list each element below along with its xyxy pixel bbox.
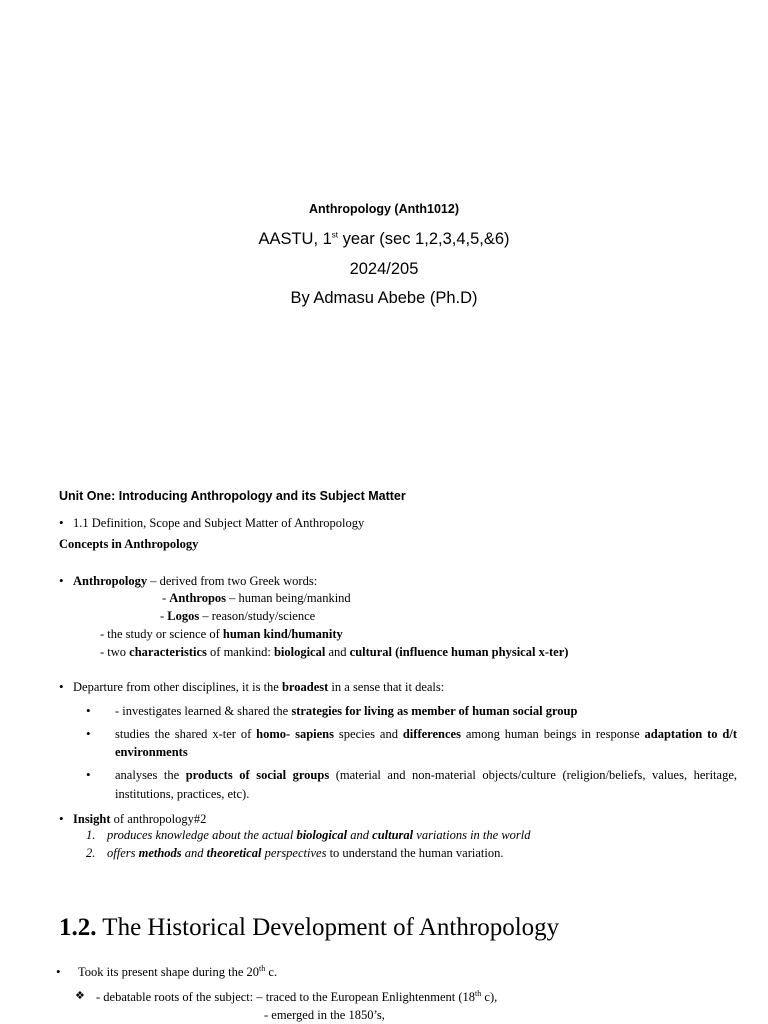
- institution-post: year (sec 1,2,3,4,5,&6): [338, 230, 510, 248]
- insight-item-1: [107, 828, 531, 843]
- insight-item-2-bold2: theoretical: [206, 846, 262, 860]
- two-bold-biological: biological: [273, 645, 326, 659]
- bullet-icon: •: [59, 573, 64, 588]
- section-1-1: [73, 516, 364, 531]
- bullet-icon: •: [86, 726, 91, 741]
- section-1-1-text: 1.1 Definition, Scope and Subject Matter of Anthropology: [73, 516, 365, 530]
- two-bold-characteristics: characteristics: [129, 645, 207, 659]
- departure-bold: broadest: [281, 680, 329, 694]
- course-title: [0, 202, 768, 216]
- insight-post: of anthropology#2: [110, 812, 207, 826]
- insight-item-1-pre: produces knowledge about the actual: [107, 828, 297, 842]
- insight-item-2-pre: offers: [107, 846, 139, 860]
- roots-pre: - debatable roots of the subject: – traced to the European Enlightenment (18: [96, 990, 476, 1004]
- concepts-heading-text: Concepts in Anthropology: [59, 537, 199, 551]
- unit-heading-text: Unit One: Introducing Anthropology and its Subject Matter: [59, 489, 406, 503]
- roots-post: c),: [481, 990, 498, 1004]
- two-prefix: - two: [100, 645, 130, 659]
- departure-item-3-bold: products of social groups: [185, 768, 330, 782]
- logos-line: [160, 609, 315, 624]
- logos-desc: – reason/study/science: [199, 609, 316, 623]
- bullet-icon: •: [59, 811, 64, 826]
- bullet-icon: •: [59, 515, 64, 530]
- shape-post: c.: [265, 965, 278, 979]
- emerged-text: - emerged in the 1850’s,: [264, 1008, 385, 1022]
- concepts-heading: [59, 537, 198, 552]
- departure-pre: Departure from other disciplines, it is the: [73, 680, 282, 694]
- characteristics-line: [100, 645, 568, 660]
- diamond-bullet-icon: ❖: [75, 990, 85, 1002]
- unit-heading: [59, 489, 406, 503]
- course-title-text: Anthropology (Anth1012): [309, 202, 459, 216]
- insight-bold: Insight: [73, 812, 111, 826]
- departure-item-2-mid2: among human beings in response: [460, 727, 645, 741]
- institution-pre: AASTU, 1: [258, 230, 332, 248]
- insight-item-1-bold1: biological: [296, 828, 348, 842]
- roots-sup: th: [475, 988, 482, 998]
- departure-item-3-line2-text: institutions, practices, etc).: [115, 787, 250, 801]
- departure-item-1-pre: - investigates learned & shared the: [115, 704, 292, 718]
- departure-item-2-bold2: differences: [402, 727, 461, 741]
- two-bold-cultural: cultural (influence human physical x-ter): [349, 645, 569, 659]
- anthropos-line: [162, 591, 351, 606]
- insight-item-1-num: 1.: [86, 828, 96, 842]
- institution-sup: st: [331, 230, 339, 240]
- departure-post: in a sense that it deals:: [328, 680, 445, 694]
- roots-line: [96, 990, 497, 1005]
- bullet-icon: •: [59, 679, 64, 694]
- insight-item-2-post: to understand the human variation.: [326, 846, 504, 860]
- insight-item-1-bold2: cultural: [372, 828, 414, 842]
- two-and: and: [325, 645, 350, 659]
- insight-item-2-bold1: methods: [138, 846, 182, 860]
- academic-year-text: 2024/205: [349, 260, 419, 278]
- bullet-icon: •: [86, 767, 91, 782]
- insight-item-2: [107, 846, 503, 861]
- anthropos-desc: – human being/mankind: [226, 591, 351, 605]
- departure-item-3: [115, 768, 737, 783]
- departure-item-3-post: (material and non-material objects/culture (religion/beliefs, values, heritage,: [329, 768, 737, 782]
- departure-item-2-bold3: adaptation to d/t: [644, 727, 737, 741]
- departure-item-3-pre: analyses the: [115, 768, 186, 782]
- emerged-line: [264, 1008, 385, 1023]
- departure-item-2-pre: studies the shared x-ter of: [115, 727, 257, 741]
- study-bold: human kind/humanity: [222, 627, 343, 641]
- section-1-2-number: 1.2.: [59, 914, 97, 941]
- departure-item-3-line2: [115, 787, 249, 802]
- insight-item-2-mid: and: [181, 846, 207, 860]
- author-text: By Admasu Abebe (Ph.D): [290, 289, 478, 307]
- departure-line: [73, 680, 444, 695]
- departure-item-2-line2: [115, 745, 188, 760]
- insight-item-2-number: [86, 846, 95, 861]
- anthropos-term: Anthropos: [169, 591, 227, 605]
- shape-pre: Took its present shape during the 20: [78, 965, 260, 979]
- anthropology-term: Anthropology: [73, 574, 148, 588]
- section-1-2-title: The Historical Development of Anthropology: [96, 914, 560, 941]
- departure-item-2: [115, 727, 737, 742]
- insight-item-2-post-italic: perspectives: [261, 846, 327, 860]
- departure-item-2-bold1: homo- sapiens: [256, 727, 334, 741]
- academic-year: [0, 260, 768, 279]
- study-line: [100, 627, 343, 642]
- insight-item-1-number: [86, 828, 95, 843]
- departure-item-2-line2-text: environments: [115, 745, 188, 759]
- author-line: [0, 289, 768, 308]
- insight-item-2-num: 2.: [86, 846, 96, 860]
- anthropology-desc: – derived from two Greek words:: [147, 574, 318, 588]
- insight-item-1-post: variations in the world: [413, 828, 531, 842]
- anthropos-prefix: -: [162, 591, 170, 605]
- anthropology-definition: [73, 574, 317, 589]
- logos-prefix: -: [160, 609, 168, 623]
- present-shape-line: [78, 965, 277, 980]
- insight-line: [73, 812, 206, 827]
- section-1-2-heading: [59, 914, 559, 942]
- bullet-icon: •: [56, 964, 61, 979]
- bullet-icon: •: [86, 703, 91, 718]
- two-mid: of mankind:: [206, 645, 274, 659]
- departure-item-1: [115, 704, 577, 719]
- study-prefix: - the study or science of: [100, 627, 223, 641]
- logos-term: Logos: [167, 609, 200, 623]
- shape-sup: th: [259, 963, 266, 973]
- institution-line: [0, 230, 768, 249]
- insight-item-1-mid: and: [347, 828, 373, 842]
- departure-item-2-mid1: species and: [334, 727, 403, 741]
- departure-item-1-bold: strategies for living as member of human social group: [291, 704, 578, 718]
